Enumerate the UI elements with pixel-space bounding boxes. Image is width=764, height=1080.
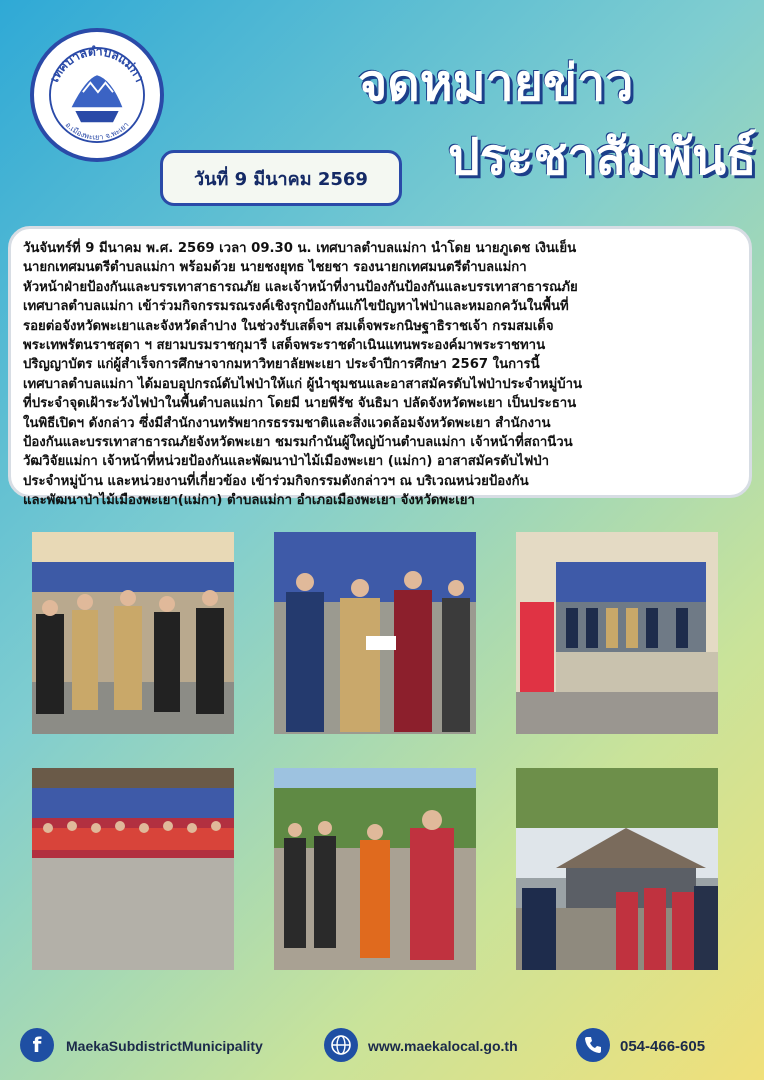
facebook-page-name[interactable]: MaekaSubdistrictMunicipality — [66, 1038, 263, 1054]
svg-text:อ.เมืองพะเยา จ.พะเยา: อ.เมืองพะเยา จ.พะเยา — [63, 120, 131, 142]
municipality-logo — [30, 28, 164, 162]
body-line: ในพิธีเปิดฯ ดังกล่าว ซึ่งมีสำนักงานทรัพยากรธรรมชาติและสิ่งแวดล้อมจังหวัดพะเยา สำนักงาน — [23, 415, 551, 431]
photo-crowd-forest-station — [516, 768, 718, 970]
body-line: ป้องกันและบรรเทาสาธารณภัยจังหวัดพะเยา ชมรมกำนันผู้ใหญ่บ้านตำบลแม่กา เจ้าหน้าที่สถานีวน — [23, 435, 573, 451]
svg-text:เทศบาลตำบลแม่กา: เทศบาลตำบลแม่กา — [47, 44, 147, 85]
body-line: เทศบาลตำบลแม่กา เข้าร่วมกิจกรรมรณรงค์เชิงรุกป้องกันแก้ไขปัญหาไฟป่าและหมอกควันในพื้นที่ — [23, 299, 569, 315]
body-line: ประจำหมู่บ้าน และหน่วยงานที่เกี่ยวข้อง เข้าร่วมกิจกรรมดังกล่าวฯ ณ บริเวณหน่วยป้องกัน — [23, 473, 529, 489]
body-line: หัวหน้าฝ่ายป้องกันและบรรเทาสาธารณภัย และเจ้าหน้าที่งานป้องกันป้องกันและบรรเทาสาธารณภัย — [23, 279, 578, 295]
date-badge — [160, 150, 402, 206]
body-line: พระเทพรัตนราชสุดา ฯ สยามบรมราชกุมารี เสด็จพระราชดำเนินแทนพระองค์มาพระราชทาน — [23, 338, 546, 354]
photo-equipment-handover — [274, 532, 476, 734]
photo-volunteers-line — [274, 768, 476, 970]
body-line: วัฒวิจัยแม่กา เจ้าหน้าที่หน่วยป้องกันและพัฒนาป่าไม้เมืองพะเยา (แม่กา) อาสาสมัครดับไฟป่า — [23, 454, 550, 470]
body-line: วันจันทร์ที่ 9 มีนาคม พ.ศ. 2569 เวลา 09.30 น. เทศบาลตำบลแม่กา นำโดย นายภูเดช เงินเย็น — [23, 241, 577, 256]
news-body — [8, 226, 752, 509]
newsletter-subtitle: ประชาสัมพันธ์ — [448, 128, 757, 186]
website-link[interactable]: www.maekalocal.go.th — [368, 1038, 518, 1054]
body-line: ปริญญาบัตร แก่ผู้สำเร็จการศึกษาจากมหาวิทยาลัยพะเยา ประจำปีการศึกษา 2567 ในการนี้ — [23, 357, 540, 373]
date-text: วันที่ 9 มีนาคม 2569 — [194, 168, 368, 190]
body-line: และพัฒนาป่าไม้เมืองพะเยา(แม่กา) ตำบลแม่กา อำเภอเมืองพะเยา จังหวัดพะเยา — [23, 493, 475, 509]
logo-seal-icon — [34, 32, 160, 158]
photo-volunteers-group — [32, 768, 234, 970]
facebook-icon[interactable] — [20, 1028, 54, 1062]
photo-officials-group — [32, 532, 234, 734]
footer — [0, 1022, 764, 1070]
body-line: เทศบาลตำบลแม่กา ได้มอบอุปกรณ์ดับไฟป่าให้แก่ ผู้นำชุมชนและอาสาสมัครดับไฟป่าประจำหมู่บ้าน — [23, 376, 583, 392]
body-line: นายกเทศมนตรีตำบลแม่กา พร้อมด้วย นายชงยุทธ ไชยชา รองนายกเทศมนตรีตำบลแม่กา — [23, 260, 527, 276]
body-line: ที่ประจำจุดเฝ้าระวังไฟป่าในพื้นตำบลแม่กา โดยมี นายพีรัช จันธิมา ปลัดจังหวัดพะเยา เป็นประธาน — [23, 396, 577, 412]
phone-number[interactable]: 054-466-605 — [620, 1038, 706, 1055]
phone-icon — [576, 1028, 610, 1062]
facebook-icon-glyph: f — [32, 1033, 42, 1057]
globe-icon — [324, 1028, 358, 1062]
newsletter-title: จดหมายข่าว — [358, 54, 634, 112]
photo-stage-ceremony — [516, 532, 718, 734]
body-line: รอยต่อจังหวัดพะเยาและจังหวัดลำปาง ในช่วงรับเสด็จฯ สมเด็จพระกนิษฐาธิราชเจ้า กรมสมเด็จ — [23, 318, 554, 334]
